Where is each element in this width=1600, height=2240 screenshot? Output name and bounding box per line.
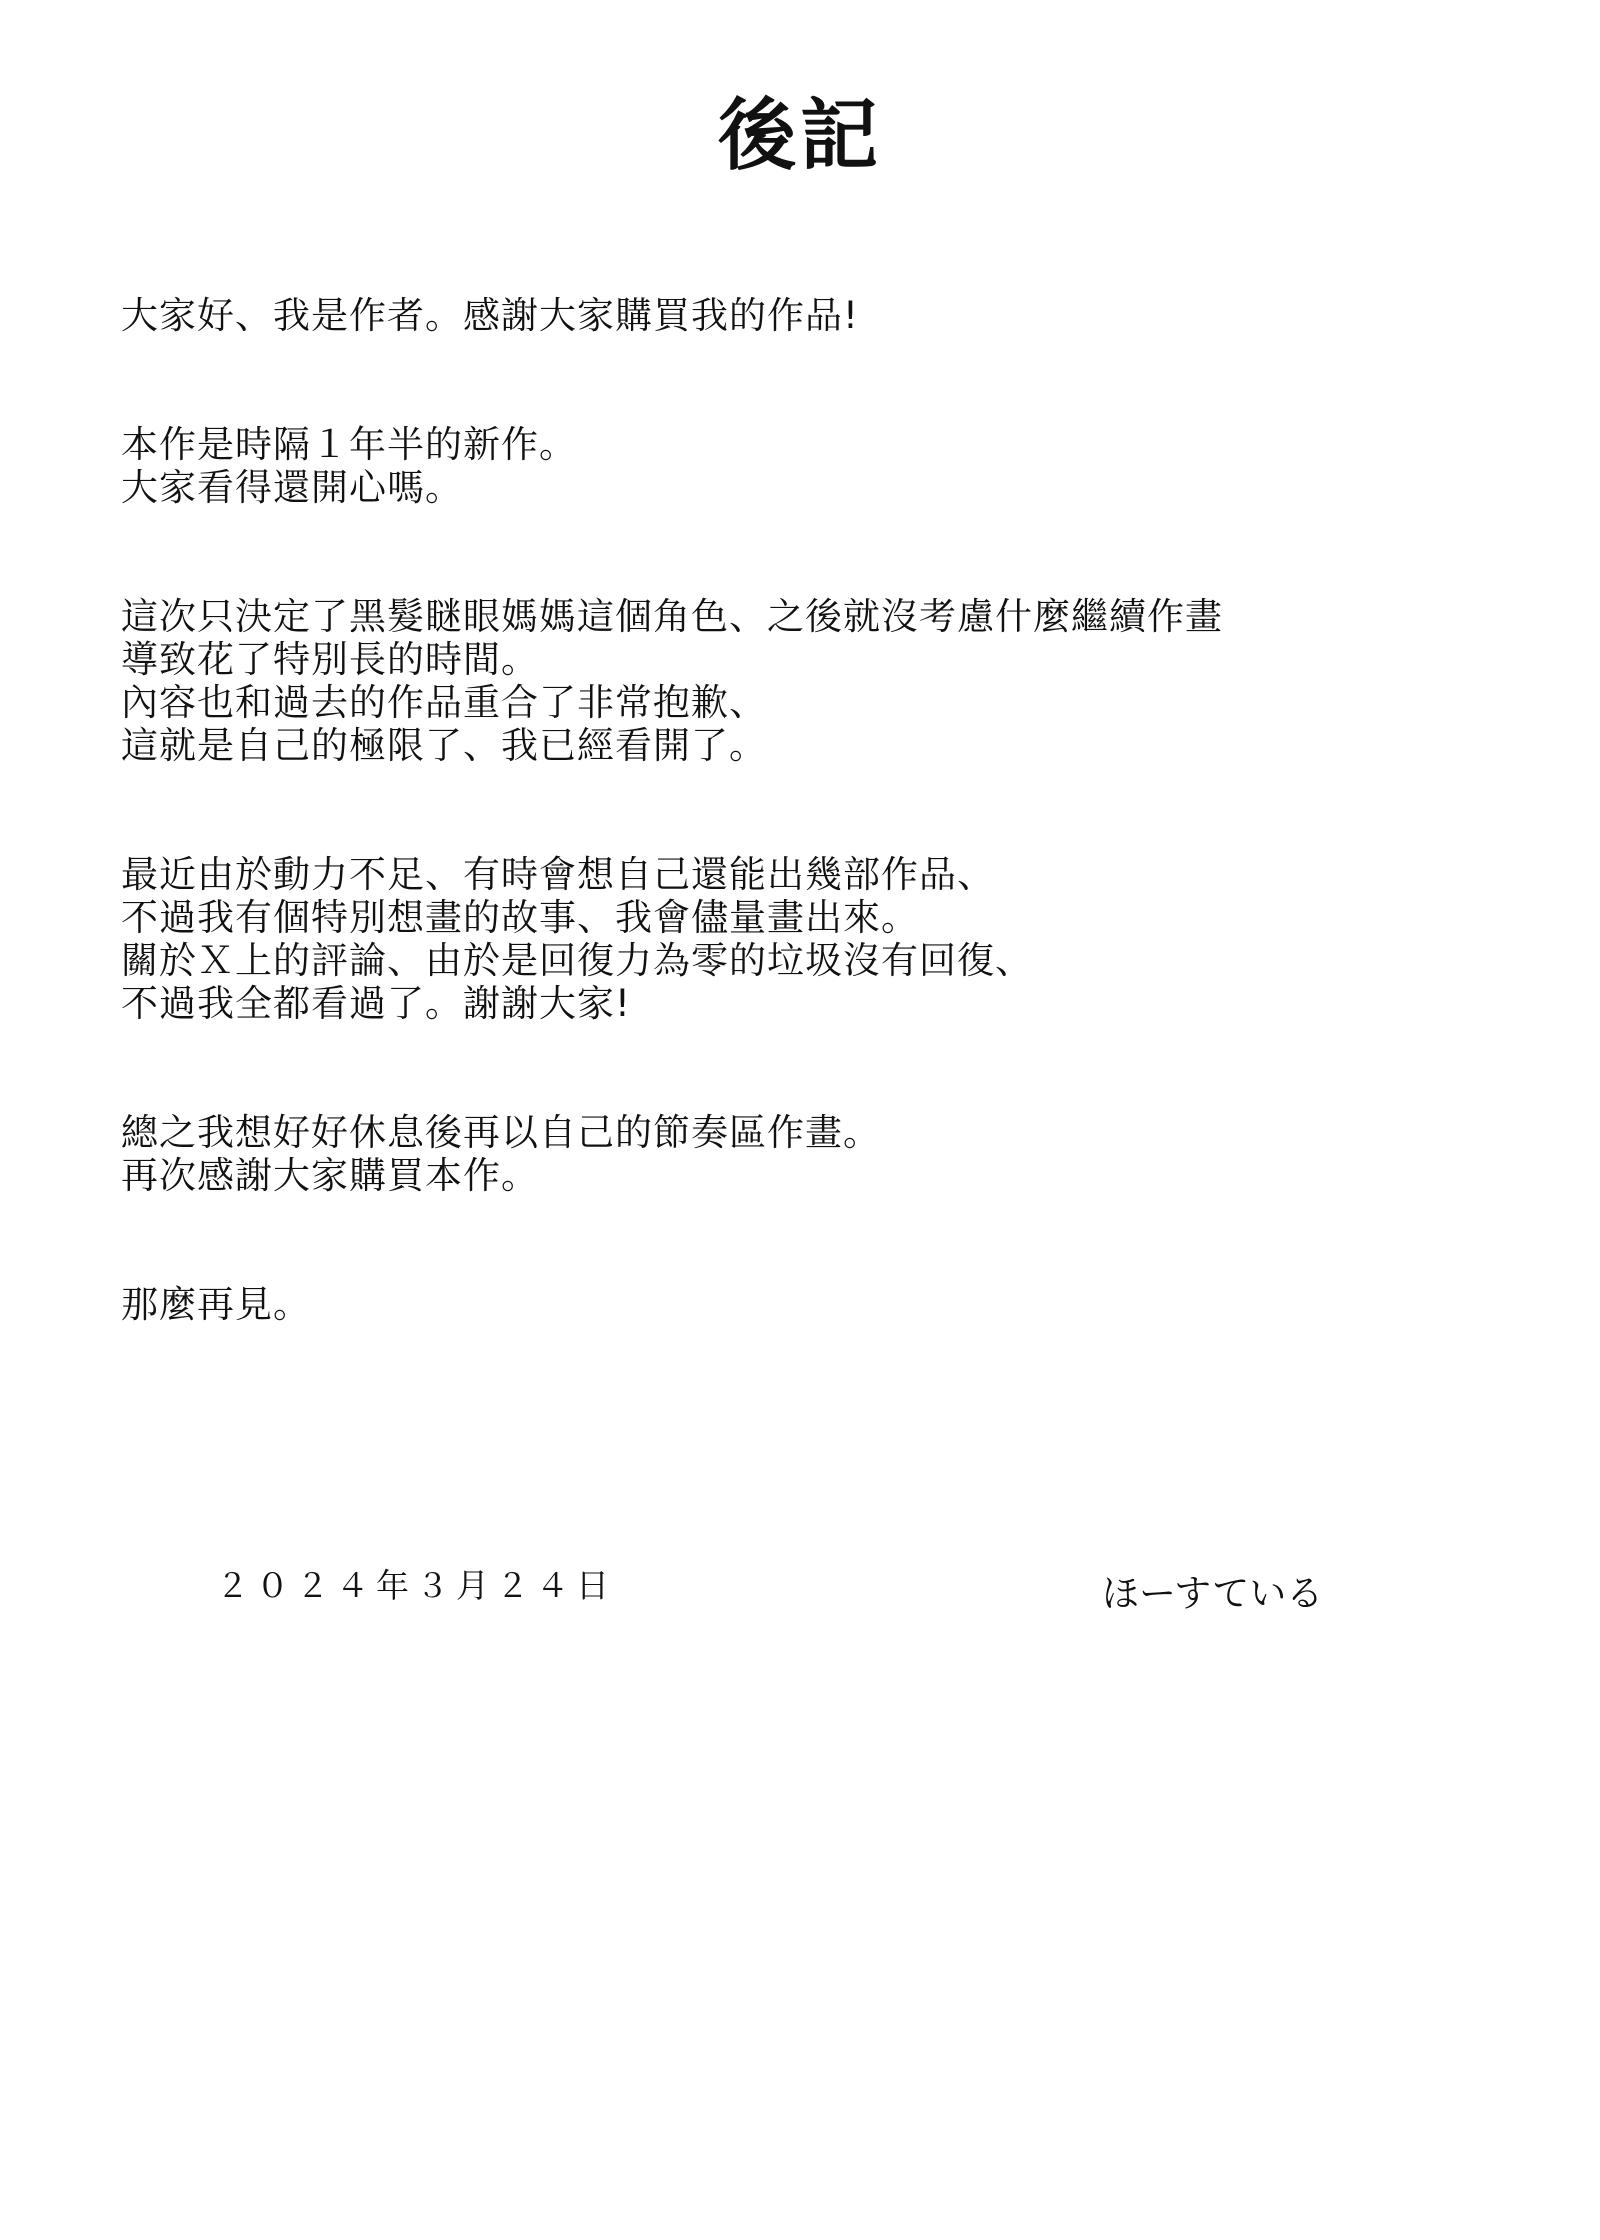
paragraph-farewell: [121, 1283, 1561, 1326]
paragraph-new-work: [121, 423, 1561, 509]
text-line: 這次只決定了黑髮瞇眼媽媽這個角色、之後就沒考慮什麼繼續作畫: [121, 595, 1223, 638]
text-line: 本作是時隔１年半的新作。: [121, 423, 577, 466]
text-line: 大家好、我是作者。感謝大家購買我的作品!: [121, 294, 859, 337]
paragraph-motivation: [121, 853, 1561, 1025]
text-line: 這就是自己的極限了、我已經看開了。: [121, 724, 767, 767]
paragraph-production: [121, 595, 1561, 767]
text-line: 不過我有個特別想畫的故事、我會儘量畫出來。: [121, 896, 919, 939]
text-line: 再次感謝大家購買本作。: [121, 1154, 539, 1197]
paragraph-greeting: [121, 294, 1561, 337]
signature-row: [0, 1562, 1600, 1622]
afterword-body: [121, 294, 1561, 1412]
author-name: ほーすている: [1102, 1572, 1324, 1615]
text-line: 最近由於動力不足、有時會想自己還能出幾部作品、: [121, 853, 995, 896]
text-line: 內容也和過去的作品重合了非常抱歉、: [121, 681, 767, 724]
text-line: 總之我想好好休息後再以自己的節奏區作畫。: [121, 1111, 881, 1154]
page-title: 後記: [717, 91, 882, 181]
text-line: 導致花了特別長的時間。: [121, 638, 539, 681]
text-line: 大家看得還開心嗎。: [121, 466, 463, 509]
paragraph-thanks: [121, 1111, 1561, 1197]
signature-date: ２０２４年３月２４日: [216, 1566, 616, 1605]
text-line: 那麼再見。: [121, 1283, 311, 1326]
text-line: 關於Ｘ上的評論、由於是回復力為零的垃圾沒有回復、: [121, 939, 1033, 982]
text-line: 不過我全都看過了。謝謝大家!: [121, 982, 631, 1025]
